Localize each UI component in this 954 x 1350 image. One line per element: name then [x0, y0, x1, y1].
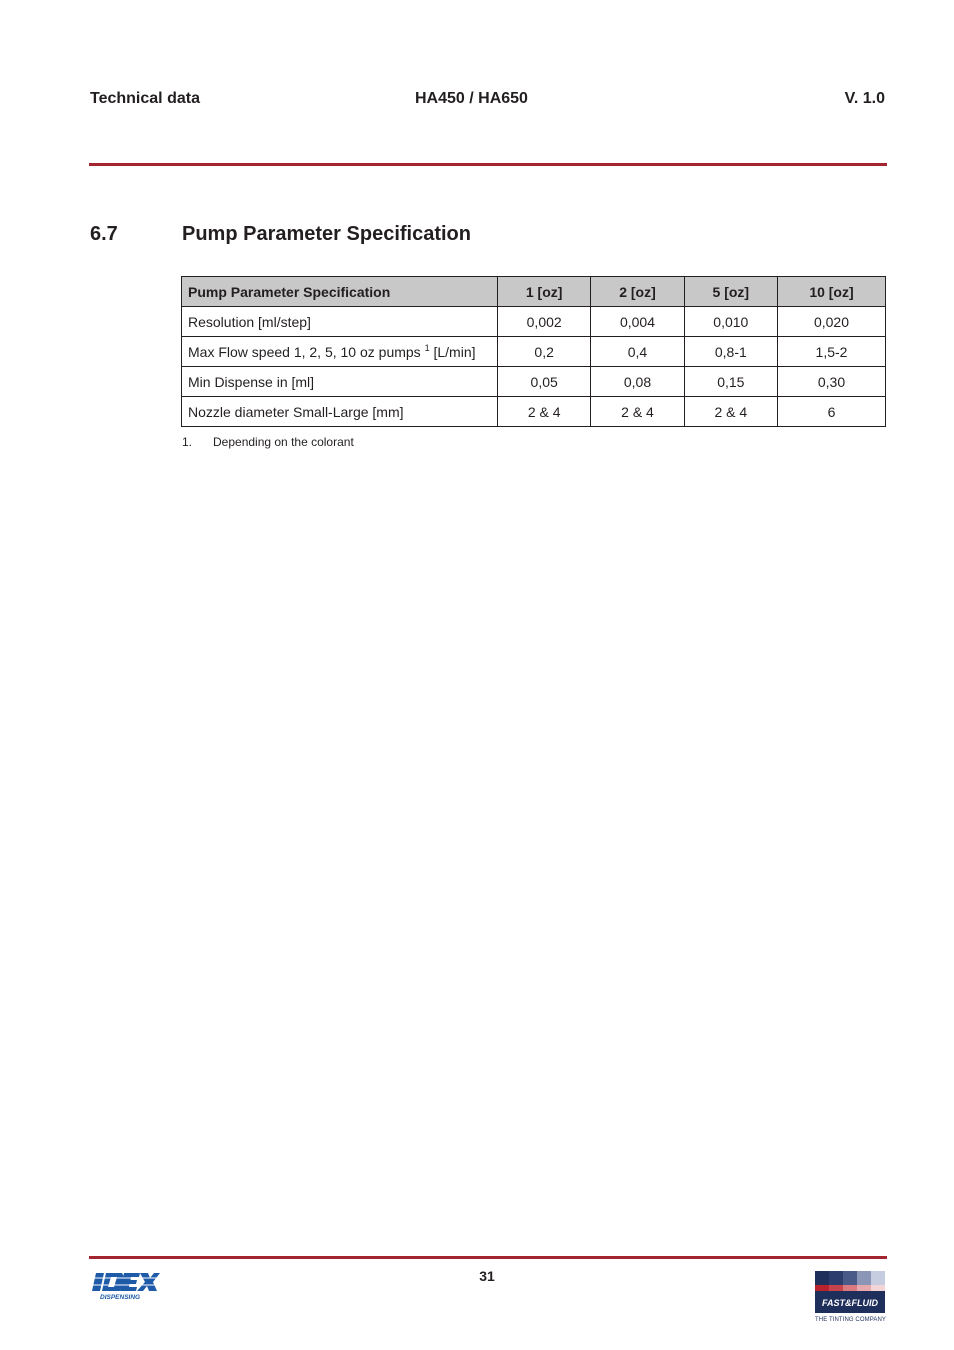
idex-dispensing-logo — [92, 1271, 160, 1301]
row-label: Nozzle diameter Small-Large [mm] — [182, 397, 498, 427]
cell-value: 0,010 — [684, 307, 777, 337]
pump-spec-table — [181, 276, 886, 427]
cell-value: 0,08 — [591, 367, 684, 397]
cell-value: 1,5-2 — [777, 337, 885, 367]
column-header-5oz: 5 [oz] — [684, 277, 777, 307]
footnote-text: Depending on the colorant — [213, 435, 354, 449]
footnote-reference[interactable]: 1 — [424, 342, 430, 353]
cell-value: 0,15 — [684, 367, 777, 397]
header-version: V. 1.0 — [844, 90, 885, 107]
section-number: 6.7 — [90, 223, 118, 245]
cell-value: 0,002 — [498, 307, 591, 337]
idex-wordmark — [92, 1273, 160, 1291]
header-model: HA450 / HA650 — [415, 90, 528, 107]
row-label — [182, 337, 498, 367]
header-doc-section: Technical data — [90, 90, 200, 107]
row-label-text: Max Flow speed 1, 2, 5, 10 oz pumps — [188, 343, 421, 360]
column-header-parameter: Pump Parameter Specification — [182, 277, 498, 307]
table-row — [182, 367, 886, 397]
cell-value: 0,8-1 — [684, 337, 777, 367]
cell-value: 0,30 — [777, 367, 885, 397]
footer-divider — [89, 1256, 887, 1259]
cell-value: 0,4 — [591, 337, 684, 367]
fast-fluid-wordmark: FAST&FLUID — [822, 1298, 878, 1308]
table-row — [182, 397, 886, 427]
row-label: Resolution [ml/step] — [182, 307, 498, 337]
cell-value: 2 & 4 — [498, 397, 591, 427]
fast-fluid-mark — [815, 1271, 887, 1317]
idex-subtitle: DISPENSING — [100, 1294, 141, 1301]
cell-value: 6 — [777, 397, 885, 427]
column-header-1oz: 1 [oz] — [498, 277, 591, 307]
table-header-row — [182, 277, 886, 307]
page-number: 31 — [479, 1268, 495, 1284]
column-header-2oz: 2 [oz] — [591, 277, 684, 307]
header-divider — [89, 163, 887, 166]
table-row — [182, 337, 886, 367]
fast-fluid-tagline: THE TINTING COMPANY — [815, 1317, 887, 1323]
table-row — [182, 307, 886, 337]
row-label-unit: [L/min] — [429, 343, 476, 360]
section-title: Pump Parameter Specification — [182, 223, 471, 245]
cell-value: 0,2 — [498, 337, 591, 367]
column-header-10oz: 10 [oz] — [777, 277, 885, 307]
cell-value: 0,004 — [591, 307, 684, 337]
cell-value: 2 & 4 — [684, 397, 777, 427]
footnote-number: 1. — [182, 435, 193, 449]
cell-value: 0,020 — [777, 307, 885, 337]
row-label: Min Dispense in [ml] — [182, 367, 498, 397]
cell-value: 0,05 — [498, 367, 591, 397]
fast-fluid-logo — [815, 1271, 887, 1325]
cell-value: 2 & 4 — [591, 397, 684, 427]
